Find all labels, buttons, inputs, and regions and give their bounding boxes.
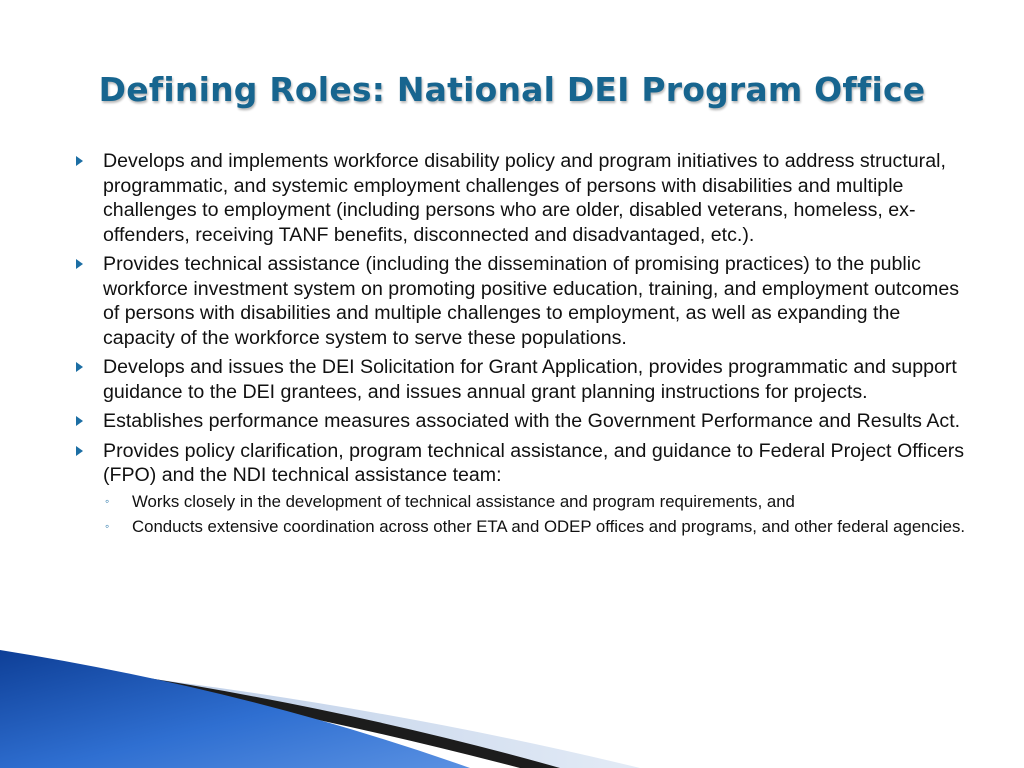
bullet-item bbox=[72, 439, 972, 537]
triangle-bullet-icon bbox=[76, 259, 83, 269]
circle-bullet-icon: ◦ bbox=[105, 493, 110, 508]
triangle-bullet-icon bbox=[76, 416, 83, 426]
triangle-bullet-icon bbox=[76, 446, 83, 456]
circle-bullet-icon: ◦ bbox=[105, 518, 110, 533]
bullet-list bbox=[72, 149, 972, 537]
sub-bullet-item bbox=[103, 516, 972, 537]
triangle-bullet-icon bbox=[76, 362, 83, 372]
bullet-text: Develops and implements workforce disability policy and program initiatives to address structural, programmatic, and systemic employment challenges of persons with disabilities and multiple challenges to employment (including persons who are older, disabled veterans, homeless, ex-offenders, receiving TANF benefits, disconnected and disadvantaged, etc.). bbox=[103, 150, 946, 246]
sub-bullet-text: Conducts extensive coordination across other ETA and ODEP offices and programs, and other federal agencies. bbox=[132, 516, 966, 536]
bullet-item bbox=[72, 149, 972, 247]
bullet-text: Provides technical assistance (including the dissemination of promising practices) to the public workforce investment system on promoting positive education, training, and employment outcomes of persons with disabilities and multiple challenges to employment, as well as expanding the capacity of the workforce system to serve these populations. bbox=[103, 253, 960, 349]
bullet-text: Provides policy clarification, program technical assistance, and guidance to Federal Project Officers (FPO) and the NDI technical assistance team: bbox=[103, 439, 965, 486]
bullet-text: Develops and issues the DEI Solicitation for Grant Application, provides programmatic and support guidance to the DEI grantees, and issues annual grant planning instructions for projects. bbox=[103, 356, 957, 403]
sub-bullet-item bbox=[103, 491, 972, 512]
sub-bullet-list bbox=[103, 491, 972, 537]
slide-body bbox=[72, 149, 972, 542]
sub-bullet-text: Works closely in the development of technical assistance and program requirements, and bbox=[132, 491, 795, 511]
triangle-bullet-icon bbox=[76, 156, 83, 166]
bullet-text: Establishes performance measures associated with the Government Performance and Results Act. bbox=[103, 410, 961, 432]
slide-title: Defining Roles: National DEI Program Office bbox=[98, 70, 926, 109]
bullet-item bbox=[72, 252, 972, 350]
decor-blue-wave bbox=[0, 650, 470, 768]
bullet-item bbox=[72, 409, 972, 434]
bullet-item bbox=[72, 355, 972, 404]
